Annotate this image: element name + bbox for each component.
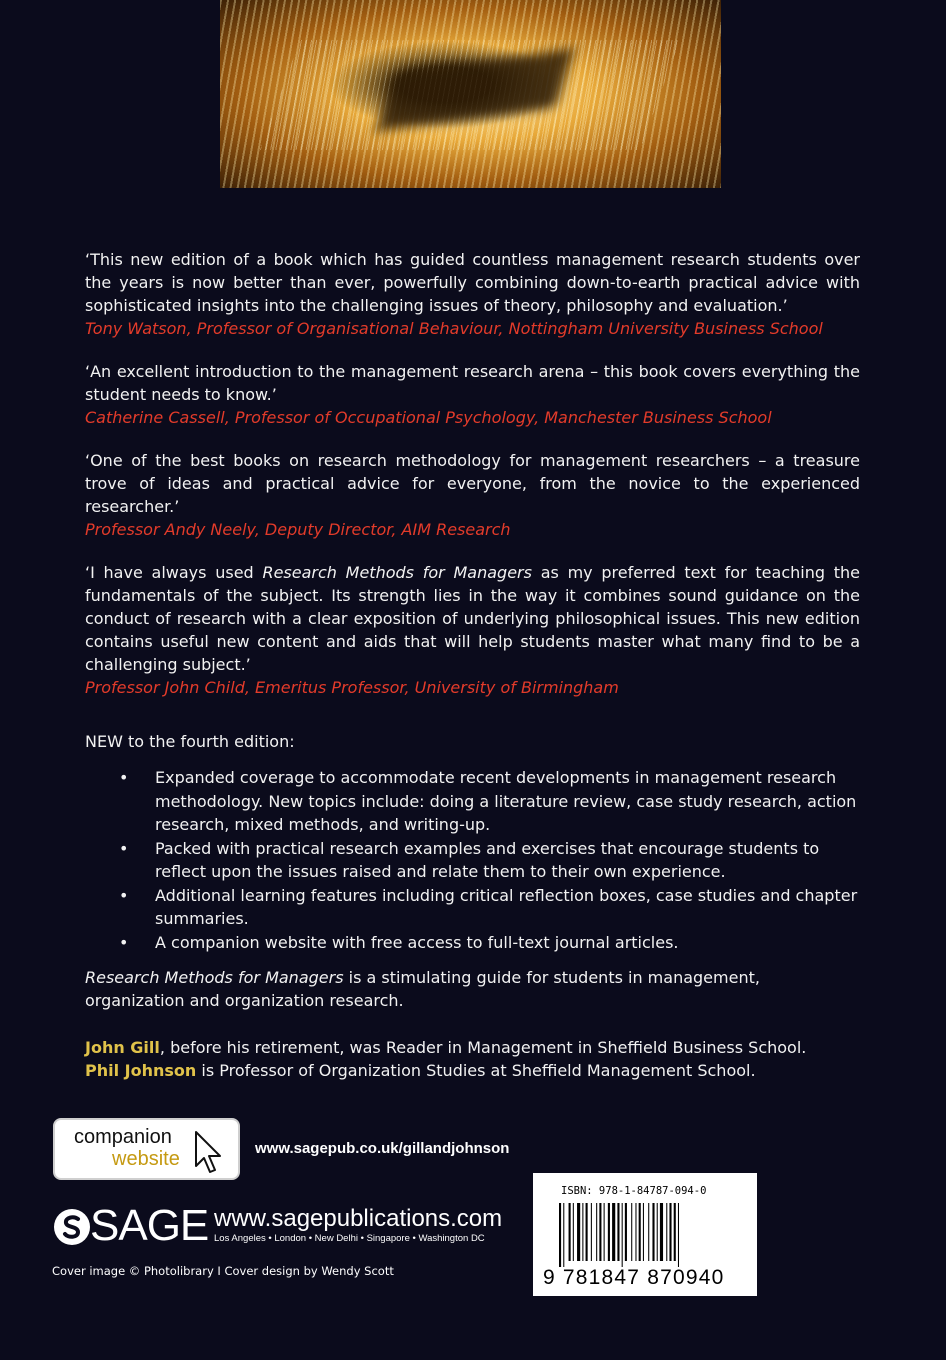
- author-bios: [85, 1036, 860, 1082]
- list-item-text: Packed with practical research examples and exercises that encourage students to reflect upon the issues raised and relate them to their own experience.: [155, 838, 820, 881]
- barcode-bar: [591, 1203, 592, 1261]
- endorsement-quote: [85, 360, 860, 429]
- mouse-cursor-icon: [193, 1130, 223, 1176]
- barcode-bar: [586, 1203, 588, 1261]
- bullet-icon: •: [119, 885, 129, 905]
- companion-website-link[interactable]: www.sagepub.co.uk/gillandjohnson: [255, 1140, 510, 1157]
- barcode-bar: [608, 1203, 610, 1261]
- cover-credit: Cover image © Photolibrary I Cover design by Wendy Scott: [52, 1264, 394, 1278]
- barcode-bar: [648, 1203, 649, 1261]
- sage-logo: [52, 1201, 209, 1251]
- new-edition-heading: NEW to the fourth edition:: [85, 732, 295, 751]
- quote-text: ‘This new edition of a book which has guided countless management research students over the years is now better than ever, powerfully combining down-to-earth practical advice with sophisticated insights into the challenging issues of theory, philosophy and evaluation.’: [85, 250, 860, 315]
- quote-attribution: Tony Watson, Professor of Organisational Behaviour, Nottingham University Business School: [85, 319, 823, 338]
- barcode-bar: [639, 1203, 641, 1261]
- endorsement-quote: [85, 561, 860, 699]
- book-summary: [85, 966, 860, 1012]
- barcode-bar: [599, 1203, 601, 1261]
- book-title: Research Methods for Managers: [262, 563, 532, 582]
- quote-attribution: Catherine Cassell, Professor of Occupational Psychology, Manchester Business School: [85, 408, 772, 427]
- author-bio: [85, 1036, 860, 1059]
- barcode-bar: [596, 1203, 597, 1261]
- sage-circle-icon: [52, 1207, 92, 1247]
- cover-image: [220, 0, 721, 188]
- endorsement-quote: [85, 449, 860, 541]
- barcode-bar: [666, 1203, 667, 1261]
- quote-text: ‘An excellent introduction to the management research arena – this book covers everything the student needs to know.’: [85, 362, 860, 404]
- barcode-bar: [612, 1203, 615, 1261]
- quote-text-part: ‘I have always used: [85, 563, 263, 582]
- list-item: [119, 837, 860, 884]
- publisher-locations: Los Angeles • London • New Delhi • Singapore • Washington DC: [214, 1233, 485, 1244]
- barcode-bar: [669, 1203, 671, 1261]
- barcode-bar: [604, 1203, 605, 1261]
- barcode-bar: [657, 1203, 658, 1261]
- barcode-bar: [617, 1203, 619, 1261]
- publisher-website-link[interactable]: www.sagepublications.com: [214, 1205, 503, 1232]
- bullet-icon: •: [119, 838, 129, 858]
- barcode-bar: [573, 1203, 574, 1261]
- barcode-bar: [625, 1203, 627, 1261]
- website-label: website: [112, 1148, 180, 1170]
- barcode-digits: 9 781847 870940: [543, 1266, 725, 1289]
- barcode-bar: [660, 1203, 663, 1261]
- barcode-bar: [559, 1203, 561, 1267]
- barcode-bar: [635, 1203, 636, 1261]
- quote-text: [85, 561, 860, 676]
- quote-attribution: Professor Andy Neely, Deputy Director, AIM Research: [85, 520, 511, 539]
- author-name: Phil Johnson: [85, 1061, 197, 1080]
- endorsement-quote: [85, 248, 860, 340]
- list-item-text: A companion website with free access to full-text journal articles.: [155, 932, 679, 952]
- list-item: [119, 931, 860, 955]
- barcode-bar: [563, 1203, 564, 1267]
- sage-wordmark: SAGE: [90, 1201, 209, 1250]
- author-bio: [85, 1059, 860, 1082]
- barcode-bar: [577, 1203, 580, 1261]
- quote-text-part: as my preferred text for teaching the fundamentals of the subject. Its strength lies in the way it combines sound guidance on the conduct of research with a clear exposition of underlying philosophical issues. This new edition contains useful new content and aids that will help students master what many find to be a challenging subject.’: [85, 563, 861, 674]
- barcode-bar: [678, 1203, 679, 1267]
- feature-list: [85, 766, 860, 954]
- isbn-barcode: [533, 1173, 757, 1296]
- barcode-bar: [652, 1203, 654, 1261]
- barcode-bar: [582, 1203, 583, 1261]
- list-item: [119, 766, 860, 837]
- bullet-icon: •: [119, 932, 129, 952]
- summary-text: is a stimulating guide for students in management, organization and organization research.: [85, 968, 760, 1010]
- companion-website-badge: [53, 1118, 240, 1180]
- barcode-bar: [631, 1203, 632, 1261]
- barcode-bars: [559, 1203, 737, 1267]
- bullet-icon: •: [119, 768, 129, 787]
- author-bio-text: , before his retirement, was Reader in Management in Sheffield Business School.: [159, 1038, 807, 1057]
- author-bio-text: is Professor of Organization Studies at Sheffield Management School.: [196, 1061, 756, 1080]
- barcode-bar: [622, 1203, 623, 1267]
- barcode-bar: [643, 1203, 644, 1261]
- barcode-bar: [674, 1203, 676, 1261]
- list-item-text: Expanded coverage to accommodate recent developments in management research methodology. New topics include: doing a literature review, case study research, action research, mixed methods, and writing-up.: [155, 768, 857, 834]
- companion-label: companion: [74, 1126, 172, 1148]
- back-cover-text: [85, 248, 860, 1082]
- list-item: [119, 884, 860, 931]
- barcode-bar: [569, 1203, 571, 1261]
- quote-attribution: Professor John Child, Emeritus Professor, University of Birmingham: [85, 678, 619, 697]
- list-item-text: Additional learning features including critical reflection boxes, case studies and chapter summaries.: [155, 885, 858, 928]
- book-title: Research Methods for Managers: [85, 968, 344, 987]
- isbn-label: ISBN: 978-1-84787-094-0: [561, 1185, 707, 1197]
- author-name: John Gill: [85, 1038, 160, 1057]
- quote-text: ‘One of the best books on research methodology for management researchers – a treasure trove of ideas and practical advice for everyone, from the novice to the experienced researcher.’: [85, 451, 860, 516]
